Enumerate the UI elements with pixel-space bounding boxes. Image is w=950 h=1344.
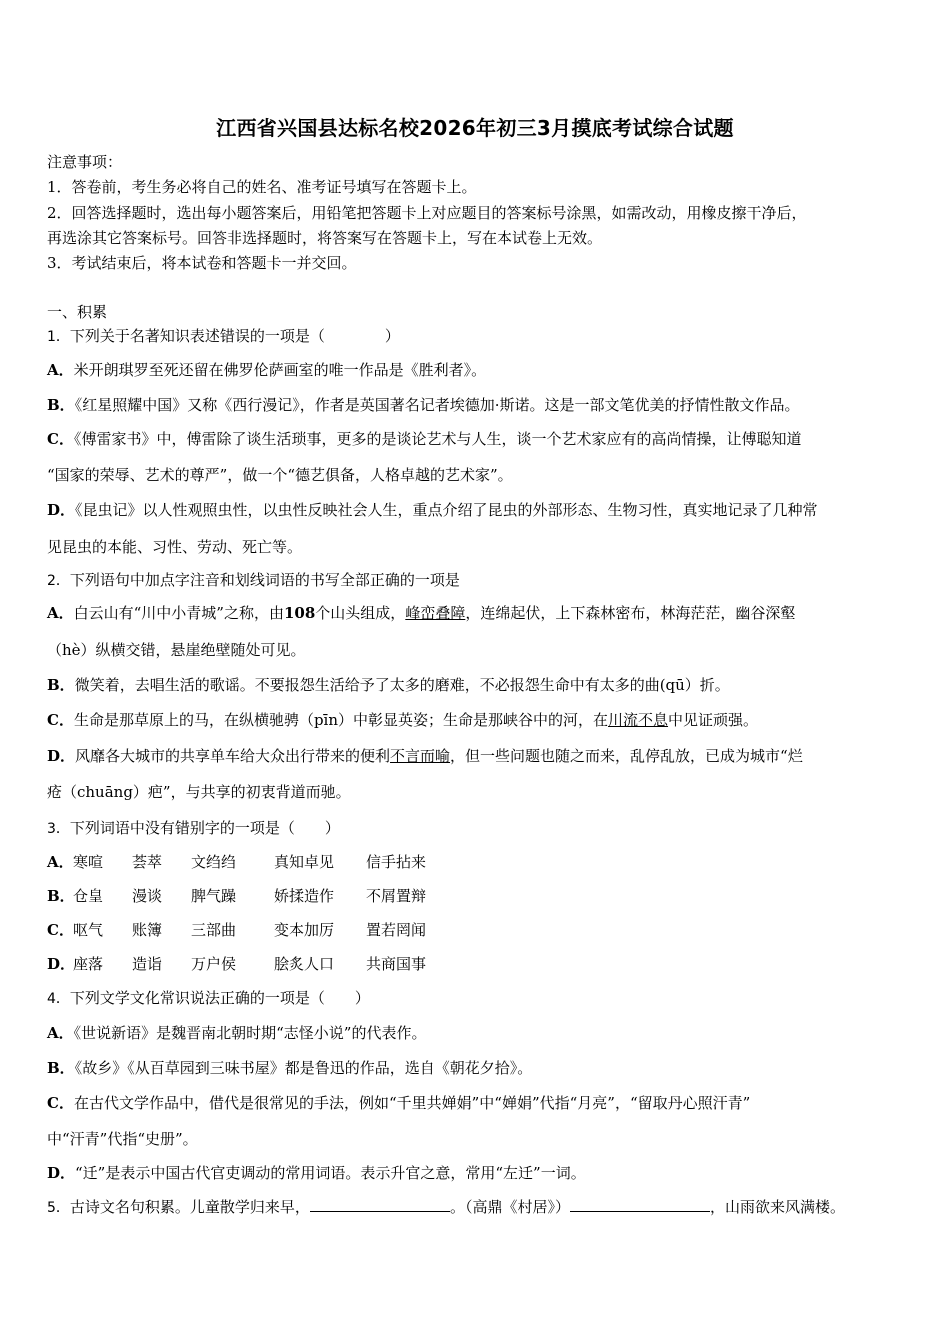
word: 共商国事: [366, 955, 427, 973]
question-3-stem: [47, 818, 917, 839]
option-text: ，连绵起伏，上下森林密布，林海茫茫，幽谷深壑: [465, 604, 796, 622]
q1-option-d-cont: 见昆虫的本能、习性、劳动、死亡等。: [47, 538, 303, 556]
question-2-stem: [47, 570, 917, 591]
option-text: 白云山有“川中小青城”之称，由: [73, 604, 284, 622]
word: 变本加厉: [274, 921, 335, 939]
question-text: 下列关于名著知识表述错误的一项是（ ）: [69, 327, 400, 345]
question-number: 3．: [47, 821, 70, 837]
notice-heading: 注意事项：: [47, 153, 123, 171]
option-label: D．: [47, 501, 76, 519]
q1-option-b: [47, 395, 917, 415]
word: 造诣: [132, 955, 163, 973]
option-text: 《傅雷家书》中，傅雷除了谈生活琐事，更多的是谈论艺术与人生，谈一个艺术家应有的高尚情操，让傅聪知道: [73, 430, 802, 448]
q2-option-d-cont: 疮（chuāng）疤”，与共享的初衷背道而驰。: [47, 783, 351, 801]
question-text: 下列文学文化常识说法正确的一项是（ ）: [69, 989, 370, 1007]
option-label: A．: [47, 604, 74, 622]
option-label: D．: [47, 1164, 76, 1182]
word: 仓皇: [73, 887, 104, 905]
option-text: 中见证顽强。: [668, 711, 759, 729]
question-1-stem: [47, 326, 917, 347]
notice-item-2: 2．回答选择题时，选出每小题答案后，用铅笔把答题卡上对应题目的答案标号涂黑，如需改动，用橡皮擦干净后，: [47, 204, 807, 222]
word: 娇揉造作: [274, 887, 335, 905]
question-text: 。（高鼎《村居》）: [449, 1198, 570, 1216]
option-label: C．: [47, 1094, 74, 1112]
option-text: 个山头组成，: [315, 604, 406, 622]
word: 信手拈来: [366, 853, 427, 871]
option-label: C．: [47, 711, 74, 729]
option-text: 生命是那草原上的马，在纵横驰骋（pīn）中彰显英姿；生命是那峡谷中的河，在: [73, 711, 609, 729]
exam-title: 江西省兴国县达标名校2026年初三3月摸底考试综合试题: [216, 116, 734, 140]
question-5: [47, 1197, 917, 1218]
q3-option-c: [47, 920, 917, 940]
q2-option-a-cont: （hè）纵横交错，悬崖绝壁随处可见。: [47, 641, 306, 659]
question-text: 古诗文名句积累。儿童散学归来早，: [69, 1198, 310, 1216]
question-number: 1．: [47, 329, 70, 345]
word: 文绉绉: [191, 853, 237, 871]
option-label: A．: [47, 1024, 74, 1042]
q4-option-c-cont: 中“汗青”代指“史册”。: [47, 1130, 198, 1148]
underlined-phrase: 峰峦叠障: [405, 604, 466, 622]
option-text: 《故乡》《从百草园到三味书屋》都是鲁迅的作品，选自《朝花夕拾》。: [74, 1059, 533, 1077]
q4-option-c: [47, 1093, 917, 1113]
q2-option-b: [47, 675, 917, 695]
q2-option-a: [47, 603, 917, 623]
word: 座落: [73, 955, 104, 973]
word: 真知卓见: [274, 853, 335, 871]
q1-option-a: [47, 360, 917, 380]
option-text: ，但一些问题也随之而来，乱停乱放，已成为城市“烂: [450, 747, 803, 765]
underlined-phrase: 不言而喻: [390, 747, 451, 765]
option-text: 《世说新语》是魏晋南北朝时期“志怪小说”的代表作。: [73, 1024, 427, 1042]
word: 荟萃: [132, 853, 163, 871]
option-text: 微笑着，去唱生活的歌谣。不要报怨生活给予了太多的磨难，不必报怨生命中有太多的曲(qū）折。: [74, 676, 730, 694]
q4-option-d: [47, 1163, 917, 1183]
option-label: B．: [47, 396, 75, 414]
option-text: 《红星照耀中国》又称《西行漫记》，作者是英国著名记者埃德加·斯诺。这是一部文笔优美的抒情性散文作品。: [74, 396, 800, 414]
word: 置若罔闻: [366, 921, 427, 939]
q3-option-b: [47, 886, 917, 906]
word: 寒喧: [73, 853, 104, 871]
question-text: 下列语句中加点字注音和划线词语的书写全部正确的一项是: [69, 571, 460, 589]
q4-option-b: [47, 1058, 917, 1078]
word: 漫谈: [132, 887, 163, 905]
q1-option-d: [47, 500, 917, 520]
notice-item-3: 3．考试结束后，将本试卷和答题卡一并交回。: [47, 254, 357, 272]
section-heading: 一、积累: [47, 303, 108, 321]
question-number: 5．: [47, 1200, 70, 1216]
question-text: ，山雨欲来风满楼。: [709, 1198, 845, 1216]
q4-option-a: [47, 1023, 917, 1043]
answer-blank[interactable]: [310, 1197, 450, 1212]
word: 呕气: [73, 921, 104, 939]
option-label: D．: [47, 955, 76, 973]
q3-option-d: [47, 954, 917, 974]
q1-option-c-cont: “国家的荣辱、艺术的尊严”，做一个“德艺俱备，人格卓越的艺术家”。: [47, 466, 513, 484]
option-label: B．: [47, 887, 75, 905]
question-4-stem: [47, 988, 917, 1009]
option-number: 108: [283, 604, 316, 622]
question-number: 2．: [47, 573, 70, 589]
word: 账簿: [132, 921, 163, 939]
answer-blank[interactable]: [570, 1197, 710, 1212]
word: 脍炙人口: [274, 955, 335, 973]
option-text: 在古代文学作品中，借代是很常见的手法，例如“千里共婵娟”中“婵娟”代指“月亮”，“留取丹心照汗青”: [73, 1094, 751, 1112]
notice-item-1: 1．答卷前，考生务必将自己的姓名、准考证号填写在答题卡上。: [47, 178, 477, 196]
option-text: 米开朗琪罗至死还留在佛罗伦萨画室的唯一作品是《胜利者》。: [73, 361, 487, 379]
word: 万户侯: [191, 955, 237, 973]
q3-option-a: [47, 852, 917, 872]
question-number: 4．: [47, 991, 70, 1007]
q2-option-d: [47, 746, 917, 766]
option-label: D．: [47, 747, 76, 765]
word: 脾气躁: [191, 887, 237, 905]
option-label: C．: [47, 921, 74, 939]
word: 不屑置辩: [366, 887, 427, 905]
underlined-phrase: 川流不息: [608, 711, 669, 729]
option-text: 《昆虫记》以人性观照虫性，以虫性反映社会人生，重点介绍了昆虫的外部形态、生物习性，真实地记录了几种常: [75, 501, 818, 519]
q1-option-c: [47, 429, 917, 449]
word: 三部曲: [191, 921, 237, 939]
option-text: “迁”是表示中国古代官吏调动的常用词语。表示升官之意，常用“左迁”一词。: [75, 1164, 586, 1182]
notice-item-2-cont: 再选涂其它答案标号。回答非选择题时，将答案写在答题卡上，写在本试卷上无效。: [47, 229, 603, 247]
option-label: A．: [47, 361, 74, 379]
option-label: A．: [47, 853, 74, 871]
option-label: C．: [47, 430, 74, 448]
q2-option-c: [47, 710, 917, 730]
option-label: B．: [47, 676, 75, 694]
option-label: B．: [47, 1059, 75, 1077]
option-text: 风靡各大城市的共享单车给大众出行带来的便利: [75, 747, 391, 765]
question-text: 下列词语中没有错别字的一项是（ ）: [69, 819, 340, 837]
